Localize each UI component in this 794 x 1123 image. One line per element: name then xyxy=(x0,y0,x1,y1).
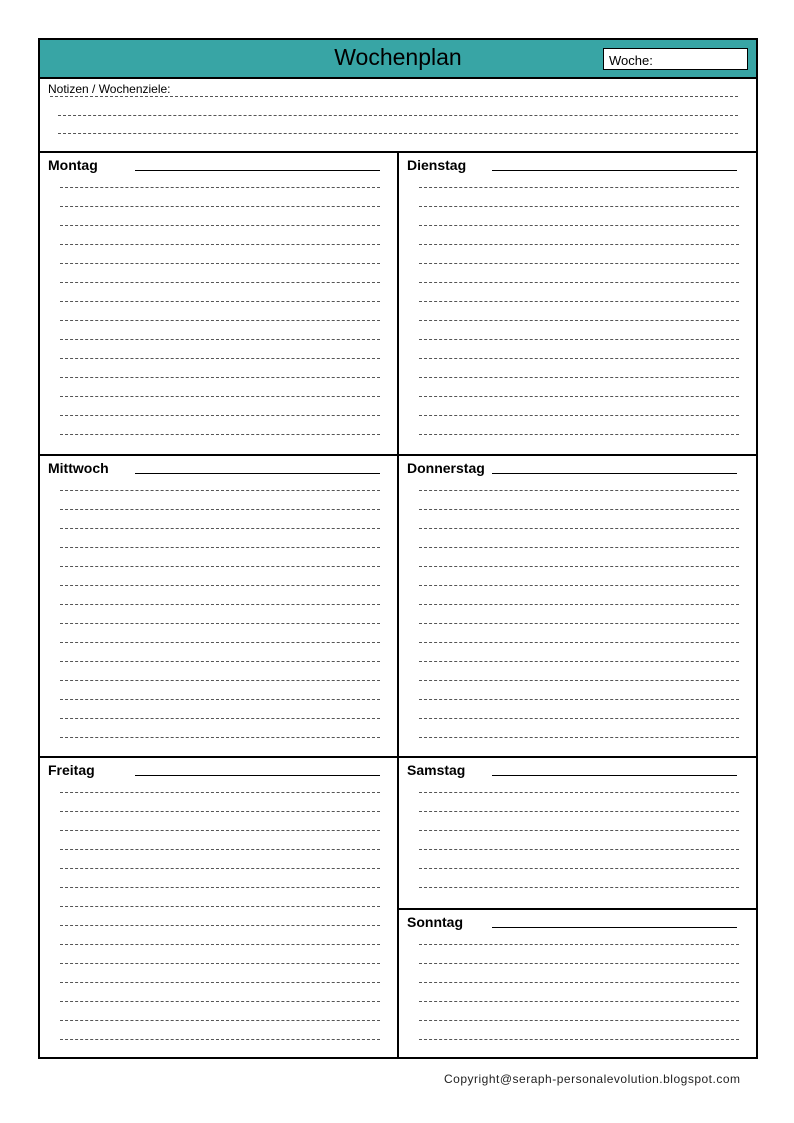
writing-line[interactable] xyxy=(419,680,739,681)
writing-line[interactable] xyxy=(60,849,380,850)
writing-line[interactable] xyxy=(60,830,380,831)
day-title-tuesday: Dienstag xyxy=(407,157,467,173)
writing-line[interactable] xyxy=(60,358,380,359)
writing-line[interactable] xyxy=(60,737,380,738)
writing-line[interactable] xyxy=(419,339,739,340)
writing-line[interactable] xyxy=(60,906,380,907)
writing-line[interactable] xyxy=(60,963,380,964)
writing-line[interactable] xyxy=(60,811,380,812)
writing-line[interactable] xyxy=(60,699,380,700)
writing-line[interactable] xyxy=(60,661,380,662)
day-header-line[interactable] xyxy=(492,775,737,776)
writing-line[interactable] xyxy=(60,377,380,378)
writing-line[interactable] xyxy=(419,792,739,793)
copyright-footer: Copyright@seraph-personalevolution.blogspot.com xyxy=(444,1072,741,1086)
writing-line[interactable] xyxy=(419,718,739,719)
day-title-friday: Freitag xyxy=(48,762,95,778)
day-title-sunday: Sonntag xyxy=(407,914,463,930)
writing-line[interactable] xyxy=(419,434,739,435)
day-title-thursday: Donnerstag xyxy=(407,460,485,476)
writing-line[interactable] xyxy=(419,830,739,831)
day-sunday xyxy=(399,910,756,1059)
writing-line[interactable] xyxy=(419,868,739,869)
writing-line[interactable] xyxy=(419,1039,739,1040)
weekly-planner-sheet xyxy=(38,38,758,1059)
writing-line[interactable] xyxy=(419,187,739,188)
writing-line[interactable] xyxy=(60,244,380,245)
day-title-saturday: Samstag xyxy=(407,762,466,778)
writing-line[interactable] xyxy=(60,509,380,510)
day-monday xyxy=(40,153,397,454)
writing-line[interactable] xyxy=(419,547,739,548)
page-title: Wochenplan xyxy=(334,44,462,70)
notes-section xyxy=(40,79,756,153)
day-tuesday xyxy=(399,153,756,454)
writing-line[interactable] xyxy=(60,792,380,793)
writing-line[interactable] xyxy=(60,339,380,340)
writing-line[interactable] xyxy=(419,1001,739,1002)
writing-line[interactable] xyxy=(60,263,380,264)
writing-line[interactable] xyxy=(419,206,739,207)
writing-line[interactable] xyxy=(60,225,380,226)
writing-line[interactable] xyxy=(60,547,380,548)
writing-line[interactable] xyxy=(60,887,380,888)
day-wednesday xyxy=(40,456,397,756)
notes-line[interactable] xyxy=(50,96,738,97)
writing-line[interactable] xyxy=(60,282,380,283)
writing-line[interactable] xyxy=(60,642,380,643)
writing-line[interactable] xyxy=(419,396,739,397)
week-label: Woche: xyxy=(609,53,653,68)
writing-line[interactable] xyxy=(60,982,380,983)
writing-line[interactable] xyxy=(60,718,380,719)
writing-line[interactable] xyxy=(419,944,739,945)
writing-line[interactable] xyxy=(60,415,380,416)
writing-line[interactable] xyxy=(60,868,380,869)
day-header-line[interactable] xyxy=(135,775,380,776)
notes-line[interactable] xyxy=(58,133,738,134)
writing-line[interactable] xyxy=(60,301,380,302)
writing-line[interactable] xyxy=(419,623,739,624)
week-field[interactable] xyxy=(603,48,748,70)
writing-line[interactable] xyxy=(419,415,739,416)
writing-line[interactable] xyxy=(419,244,739,245)
writing-line[interactable] xyxy=(60,944,380,945)
writing-line[interactable] xyxy=(60,434,380,435)
writing-line[interactable] xyxy=(419,566,739,567)
writing-line[interactable] xyxy=(419,661,739,662)
day-thursday xyxy=(399,456,756,756)
writing-line[interactable] xyxy=(60,1001,380,1002)
day-saturday xyxy=(399,758,756,908)
day-header-line[interactable] xyxy=(135,473,380,474)
writing-line[interactable] xyxy=(419,699,739,700)
writing-line[interactable] xyxy=(419,528,739,529)
writing-line[interactable] xyxy=(60,490,380,491)
writing-line[interactable] xyxy=(419,301,739,302)
day-header-line[interactable] xyxy=(492,927,737,928)
writing-line[interactable] xyxy=(60,1039,380,1040)
writing-line[interactable] xyxy=(60,187,380,188)
notes-line[interactable] xyxy=(58,115,738,116)
writing-line[interactable] xyxy=(419,642,739,643)
writing-line[interactable] xyxy=(60,925,380,926)
writing-line[interactable] xyxy=(60,566,380,567)
day-header-line[interactable] xyxy=(135,170,380,171)
writing-line[interactable] xyxy=(60,396,380,397)
writing-line[interactable] xyxy=(419,811,739,812)
writing-line[interactable] xyxy=(419,377,739,378)
day-title-monday: Montag xyxy=(48,157,98,173)
day-header-line[interactable] xyxy=(492,170,737,171)
writing-line[interactable] xyxy=(419,604,739,605)
writing-line[interactable] xyxy=(419,509,739,510)
writing-line[interactable] xyxy=(419,490,739,491)
writing-line[interactable] xyxy=(419,849,739,850)
writing-line[interactable] xyxy=(419,225,739,226)
writing-line[interactable] xyxy=(419,358,739,359)
writing-line[interactable] xyxy=(419,963,739,964)
writing-line[interactable] xyxy=(419,320,739,321)
writing-line[interactable] xyxy=(60,585,380,586)
writing-line[interactable] xyxy=(419,263,739,264)
writing-line[interactable] xyxy=(60,623,380,624)
writing-line[interactable] xyxy=(419,737,739,738)
writing-line[interactable] xyxy=(60,528,380,529)
day-title-wednesday: Mittwoch xyxy=(48,460,109,476)
writing-line[interactable] xyxy=(419,887,739,888)
writing-line[interactable] xyxy=(60,604,380,605)
writing-line[interactable] xyxy=(60,680,380,681)
header-bar xyxy=(40,40,756,79)
writing-line[interactable] xyxy=(60,1020,380,1021)
writing-line[interactable] xyxy=(60,320,380,321)
writing-line[interactable] xyxy=(419,585,739,586)
day-header-line[interactable] xyxy=(492,473,737,474)
notes-label: Notizen / Wochenziele: xyxy=(48,82,171,96)
writing-line[interactable] xyxy=(419,982,739,983)
writing-line[interactable] xyxy=(419,1020,739,1021)
day-friday xyxy=(40,758,397,1059)
writing-line[interactable] xyxy=(419,282,739,283)
writing-line[interactable] xyxy=(60,206,380,207)
